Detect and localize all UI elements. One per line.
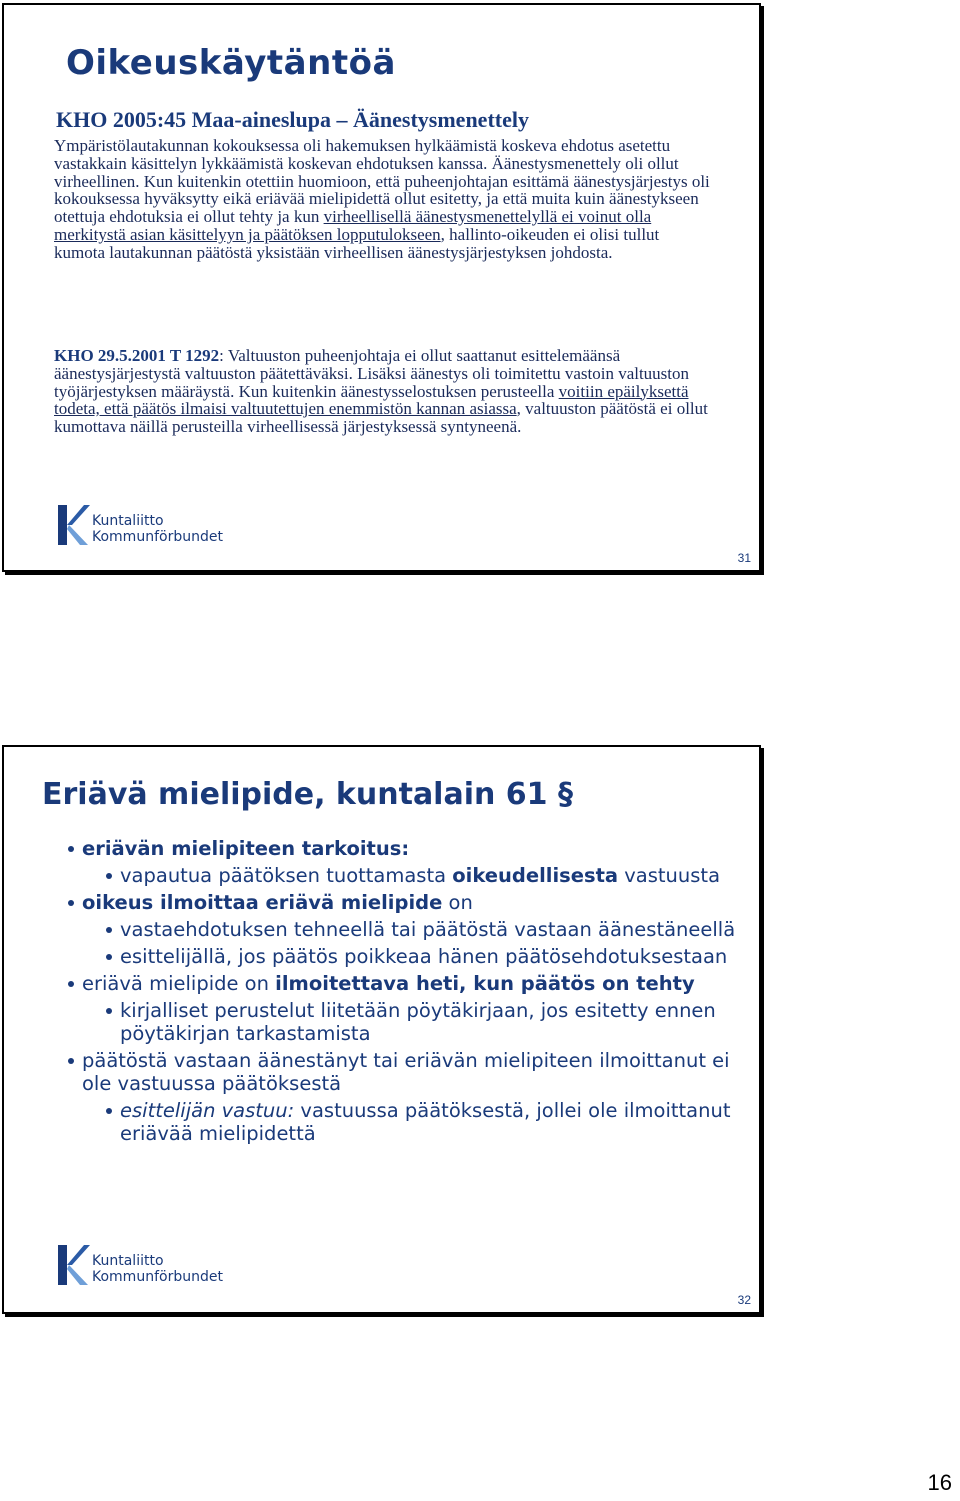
bullet-text-bold: oikeudellisesta xyxy=(452,864,619,887)
case-text-part: , hallinto-oikeuden ei olisi tullut kumota lautakunnan päätöstä yksistään virheellisen äänestysjärjestyksen johdosta. xyxy=(54,224,660,262)
slide-32 xyxy=(2,745,761,1314)
kuntaliitto-logo xyxy=(54,1243,254,1293)
kuntaliitto-logo xyxy=(54,503,254,553)
case-kho-2005-45 xyxy=(54,107,714,262)
case-heading: KHO 2005:45 Maa-aineslupa – Äänestysmenettely xyxy=(56,107,529,132)
kuntaliitto-k-logo-icon xyxy=(54,503,90,547)
bullet-text: on xyxy=(442,891,473,914)
bullet-item xyxy=(56,1049,756,1095)
slide-title: Eriävä mielipide, kuntalain 61 § xyxy=(42,777,573,812)
kuntaliitto-k-logo-icon xyxy=(54,1243,90,1287)
bullet-text: esittelijällä, jos päätös poikkeaa hänen päätösehdotuksestaan xyxy=(120,945,728,968)
bullet-text-bold: ilmoitettava heti, kun päätös on tehty xyxy=(275,972,695,995)
case-reference: KHO 29.5.2001 T 1292 xyxy=(54,346,220,365)
sub-bullet-item xyxy=(56,918,756,941)
case-text-part: , valtuuston päätöstä ei ollut kumottava näillä perusteilla virheellisessä järjestyksessä syntyneenä. xyxy=(54,399,708,437)
case-text-underlined: voitiin epäilyksettä todeta, että päätös ilmaisi valtuutettujen enemmistön kannan asiassa xyxy=(54,381,689,419)
bullet-text: vastuussa päätöksestä, jollei ole ilmoittanut eriävää mielipidettä xyxy=(120,1099,731,1145)
logo-line-2: Kommunförbundet xyxy=(92,1269,223,1285)
bullet-text: päätöstä vastaan äänestänyt tai eriävän mielipiteen ilmoittanut ei ole vastuussa päätöksestä xyxy=(82,1049,730,1095)
sub-bullet-item xyxy=(56,999,756,1045)
logo-line-2: Kommunförbundet xyxy=(92,529,223,545)
case-text-part: Ympäristölautakunnan kokouksessa oli hakemuksen hylkäämistä koskeva ehdotus asetettu vastakkain käsittelyn lykkäämistä koskevan ehdotuksen kanssa. Äänestysmenettely oli ollut virheellinen. Kun kuitenkin otettiin huomioon, että puheenjohtajan esittämä äänestysjärjestys oli kokouksessa hyväksytty eikä eriävää mielipidettä ollut esitetty, ja että muita kuin äänestykseen otettuja ehdotuksia ei ollut tehty ja kun xyxy=(54,136,710,227)
case-text xyxy=(54,347,714,436)
bullet-text: vapautua päätöksen tuottamasta xyxy=(120,864,453,887)
case-text-part: : Valtuuston puheenjohtaja ei ollut saattanut esittelemäänsä äänestysjärjestystä valtuuston päätettäväksi. Lisäksi äänestys oli toimitettu vastoin valtuuston työjärjestyksen määräystä. Kun kuitenkin äänestysselostuksen perusteella xyxy=(54,346,690,401)
bullet-text: vastuusta xyxy=(618,864,721,887)
logo-text xyxy=(92,1253,223,1285)
sub-bullet-item xyxy=(56,1099,756,1145)
bullet-text: vastaehdotuksen tehneellä tai päätöstä vastaan äänestäneellä xyxy=(120,918,736,941)
sub-bullet-item xyxy=(56,864,756,887)
logo-line-1: Kuntaliitto xyxy=(92,1253,164,1269)
slide-number: 32 xyxy=(737,1293,751,1307)
bullet-list xyxy=(56,837,756,1149)
slide-title: Oikeuskäytäntöä xyxy=(66,43,396,83)
bullet-text: eriävä mielipide on xyxy=(82,972,276,995)
bullet-item xyxy=(56,891,756,914)
case-text xyxy=(54,137,714,262)
case-kho-2001-t1292 xyxy=(54,347,714,436)
logo-text xyxy=(92,513,223,545)
logo-line-1: Kuntaliitto xyxy=(92,513,164,529)
slide-31 xyxy=(2,3,761,572)
case-text-underlined: virheellisellä äänestysmenettelyllä ei voinut olla merkitystä asian käsittelyyn ja päätöksen lopputulokseen xyxy=(54,207,652,244)
bullet-item xyxy=(56,837,756,860)
bullet-text: eriävän mielipiteen tarkoitus: xyxy=(82,837,410,860)
bullet-text: kirjalliset perustelut liitetään pöytäkirjaan, jos esitetty ennen pöytäkirjan tarkastamista xyxy=(120,999,716,1045)
bullet-item xyxy=(56,972,756,995)
bullet-text-bold: oikeus ilmoittaa eriävä mielipide xyxy=(82,891,443,914)
page-number: 16 xyxy=(927,1470,952,1495)
bullet-text-italic: esittelijän vastuu: xyxy=(120,1099,295,1122)
slide-number: 31 xyxy=(737,551,751,565)
sub-bullet-item xyxy=(56,945,756,968)
